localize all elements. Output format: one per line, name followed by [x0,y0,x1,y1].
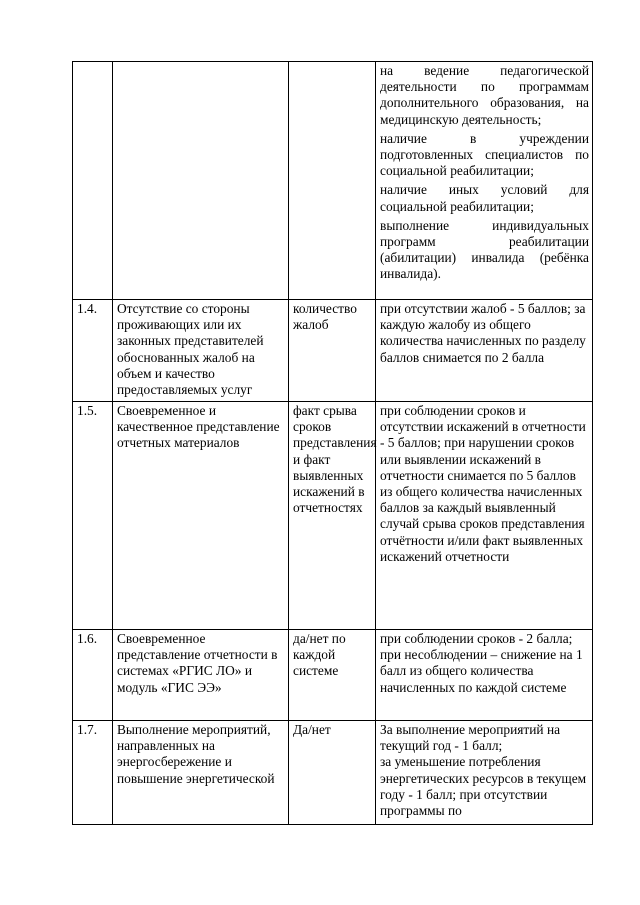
criteria-table [72,61,593,825]
score-text: при отсутствии жалоб - 5 баллов; за каждую жалобу из общего количества начисленных по разделу баллов снимается по 2 балла [376,300,593,402]
criterion-text: Своевременное представление отчетности в системах «РГИС ЛО» и модуль «ГИС ЭЭ» [113,630,289,721]
score-text [376,62,593,300]
score-paragraph: наличие в учреждении подготовленных специалистов по социальной реабилитации; [380,130,589,179]
criterion-text: Отсутствие со стороны проживающих или их законных представителей обоснованных жалоб на объем и качество предоставляемых услуг [113,300,289,402]
item-number: 1.6. [73,630,113,721]
criterion-text [113,62,289,300]
item-number: 1.5. [73,402,113,630]
indicator-text: факт срыва сроков представления и факт выявленных искажений в отчетностях [289,402,376,630]
score-paragraph: наличие иных условий для социальной реабилитации; [380,182,589,214]
score-paragraph: выполнение индивидуальных программ реабилитации (абилитации) инвалида (ребёнка инвалида). [380,217,589,282]
indicator-text: количество жалоб [289,300,376,402]
criterion-text: Своевременное и качественное представление отчетных материалов [113,402,289,630]
table-row [73,721,593,825]
table-row [73,62,593,300]
score-paragraph: на ведение педагогической деятельности по программам дополнительного образования, на медицинскую деятельность; [380,63,589,127]
item-number: 1.4. [73,300,113,402]
score-text: при соблюдении сроков и отсутствии искажений в отчетности - 5 баллов; при нарушении сроков или выявлении искажений в отчетности снимается по 5 баллов из общего количества начисленных баллов за каждый выявленный случай срыва сроков представления отчётности и/или факт выявленных искажений отчетности [376,402,593,630]
table-row [73,300,593,402]
indicator-text: да/нет по каждой системе [289,630,376,721]
table-row [73,402,593,630]
indicator-text [289,62,376,300]
score-text: при соблюдении сроков - 2 балла; при несоблюдении – снижение на 1 балл из общего количества начисленных по каждой системе [376,630,593,721]
table-row [73,630,593,721]
indicator-text: Да/нет [289,721,376,825]
item-number [73,62,113,300]
item-number: 1.7. [73,721,113,825]
criterion-text: Выполнение мероприятий, направленных на энергосбережение и повышение энергетической [113,721,289,825]
score-text: За выполнение мероприятий на текущий год - 1 балл; за уменьшение потребления энергетических ресурсов в текущем году - 1 балл; при отсутствии программы по [376,721,593,825]
